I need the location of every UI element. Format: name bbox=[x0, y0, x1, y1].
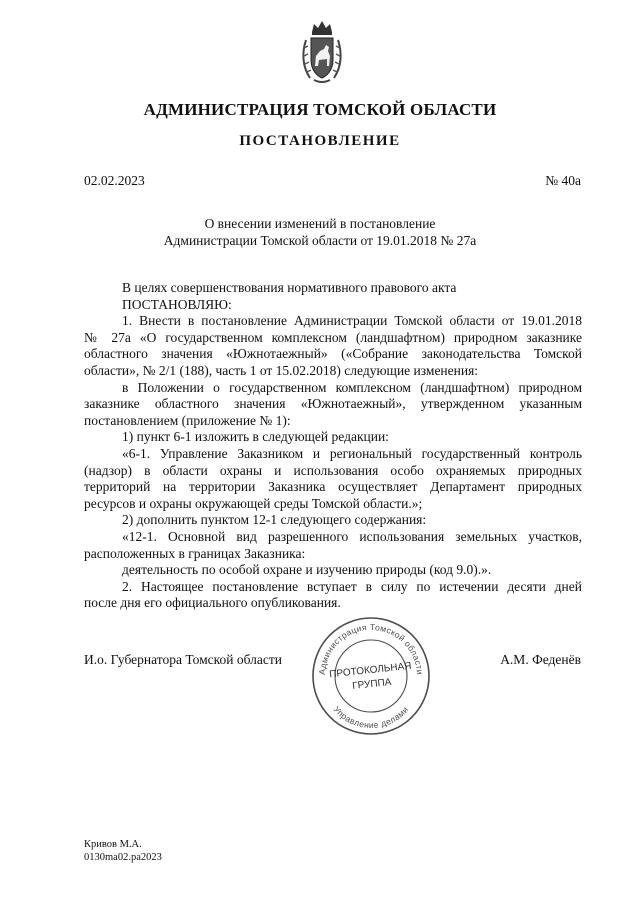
paragraph-line: «6-1. Управление Заказником и региональный государственный контроль bbox=[122, 445, 582, 461]
paragraph-line: областного значения «Южнотаежный» («Собрание законодательства Томской bbox=[84, 346, 582, 362]
document-subject bbox=[0, 215, 640, 249]
subject-line: Администрации Томской области от 19.01.2018 № 27а bbox=[163, 233, 477, 248]
paragraph-line: после дня его официального опубликования. bbox=[84, 595, 341, 611]
paragraph-line: области», № 2/1 (188), часть 1 от 15.02.2018) следующие изменения: bbox=[84, 362, 479, 378]
decree-word: ПОСТАНОВЛЯЮ: bbox=[122, 296, 232, 312]
paragraph-line: «12-1. Основной вид разрешенного использования земельных участков, bbox=[122, 528, 582, 544]
official-stamp bbox=[309, 614, 433, 738]
paragraph-line: 2) дополнить пунктом 12-1 следующего содержания: bbox=[122, 512, 427, 528]
document-body bbox=[84, 280, 582, 612]
paragraph-line: 2. Настоящее постановление вступает в силу по истечении десяти дней bbox=[122, 578, 582, 594]
executor-name: Кривов М.А. bbox=[84, 839, 142, 850]
paragraph-line: деятельность по особой охране и изучению природы (код 9.0).». bbox=[122, 562, 492, 578]
paragraph-line: постановлением (приложение № 1): bbox=[84, 412, 291, 428]
signatory-position: И.о. Губернатора Томской области bbox=[84, 652, 282, 667]
paragraph-line: 1. Внести в постановление Администрации Томской области от 19.01.2018 bbox=[122, 313, 582, 329]
paragraph-line: ресурсов и охраны окружающей среды Томской области.»; bbox=[84, 495, 423, 511]
organization-title: АДМИНИСТРАЦИЯ ТОМСКОЙ ОБЛАСТИ bbox=[143, 100, 497, 119]
paragraph-line: заказнике областного значения «Южнотаежный», утвержденном указанным bbox=[84, 396, 582, 412]
intro-text: В целях совершенствования нормативного правового акта bbox=[122, 280, 457, 295]
paragraph-line: в Положении о государственном комплексном (ландшафтном) природном bbox=[122, 379, 582, 395]
coat-of-arms-emblem bbox=[300, 18, 344, 86]
stamp-inner-text: ГРУППА bbox=[351, 676, 392, 692]
paragraph-line: № 27а «О государственном комплексном (ландшафтном) природном заказнике bbox=[84, 329, 582, 345]
paragraph-line: 1) пункт 6-1 изложить в следующей редакции: bbox=[122, 429, 389, 445]
subject-line: О внесении изменений в постановление bbox=[204, 216, 436, 231]
document-code: 0130ma02.pa2023 bbox=[84, 852, 162, 863]
stamp-inner-text: ПРОТОКОЛЬНАЯ bbox=[328, 660, 413, 681]
paragraph-line: территорий на территории Заказника осуществляет Департамент природных bbox=[84, 479, 582, 495]
signatory-name: А.М. Феденёв bbox=[500, 652, 581, 667]
document-number: № 40а bbox=[545, 173, 581, 188]
footer-info bbox=[84, 838, 162, 864]
stamp-outer-bottom-text: Управление делами bbox=[331, 704, 411, 731]
document-date: 02.02.2023 bbox=[84, 173, 145, 188]
document-type: ПОСТАНОВЛЕНИЕ bbox=[239, 133, 401, 149]
stamp-outer-text: Администрация Томской области bbox=[316, 621, 426, 676]
paragraph-line: (надзор) в области охраны и использования особо охраняемых природных bbox=[84, 462, 582, 478]
paragraph-line: расположенных в границах Заказника: bbox=[84, 545, 306, 561]
